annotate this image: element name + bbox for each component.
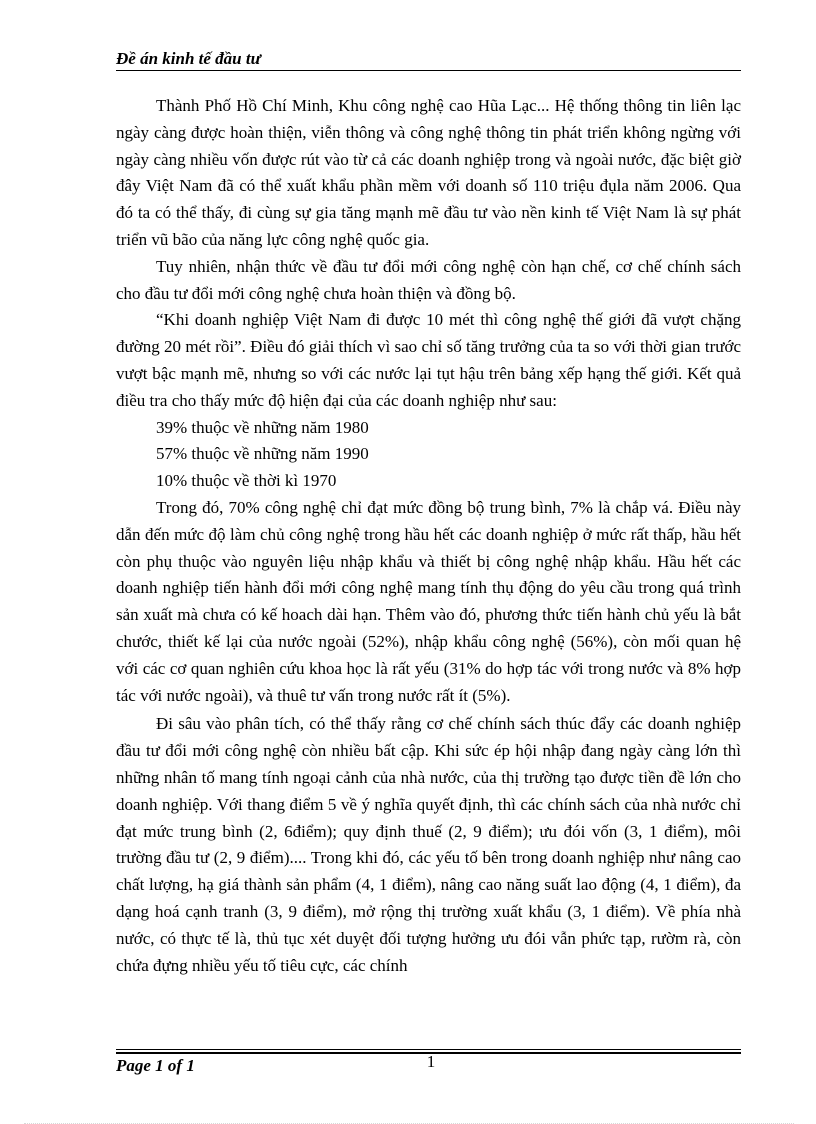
page-number: 1 xyxy=(426,1052,436,1071)
header-rule xyxy=(116,70,741,71)
paragraph-5: Đi sâu vào phân tích, có thể thấy rằng cơ chế chính sách thúc đẩy các doanh nghiệp đầu tư đổi mới công nghệ còn nhiều bất cập. Khi sức ép hội nhập đang ngày càng lớn thì những nhân tố mang tính ngoại cảnh của nhà nước, của thị trường tạo được tiền đề lớn cho doanh nghiệp. Với thang điểm 5 về ý nghĩa quyết định, thì các chính sách của nhà nước chỉ đạt mức trung bình (2, 6điểm); quy định thuế (2, 9 điểm); ưu đói vốn (3, 1 điểm), môi trường đầu tư (2, 9 điểm).... Trong khi đó, các yếu tố bên trong doanh nghiệp như nâng cao chất lượng, hạ giá thành sản phẩm (4, 1 điểm), nâng cao năng suất lao động (4, 1 điểm), đa dạng hoá cạnh tranh (3, 9 điểm), mở rộng thị trường xuất khẩu (3, 1 điểm). Về phía nhà nước, có thực tế là, thủ tục xét duyệt đối tượng hưởng ưu đói vẫn phức tạp, rườm rà, còn chứa đựng nhiều yếu tố tiêu cực, các chính xyxy=(116,714,741,975)
document-body xyxy=(116,93,741,979)
page-header-title: Đề án kinh tế đầu tư xyxy=(116,49,261,68)
footer-page-label: Page 1 of 1 xyxy=(116,1056,195,1075)
paragraph-4: Trong đó, 70% công nghệ chỉ đạt mức đồng bộ trung bình, 7% là chắp vá. Điều này dẫn đến mức độ làm chủ công nghệ trong hầu hết các doanh nghiệp ở mức rất thấp, hầu hết còn phụ thuộc vào nguyên liệu nhập khẩu và thiết bị công nghệ nhập khẩu. Hầu hết các doanh nghiệp tiến hành đổi mới công nghệ mang tính thụ động do yêu cầu trong quá trình sản xuất mà chưa có kế hoach dài hạn. Thêm vào đó, phương thức tiến hành chủ yếu là bắt chước, thiết kế lại của nước ngoài (52%), nhập khẩu công nghệ (56%), còn mối quan hệ với các cơ quan nghiên cứu khoa học là rất yếu (31% do hợp tác với trong nước và 8% hợp tác với nước ngoài), và thuê tư vấn trong nước rất ít (5%). xyxy=(116,497,741,705)
list-item-1970: 10% thuộc về thời kì 1970 xyxy=(156,471,337,491)
list-item-1990: 57% thuộc về những năm 1990 xyxy=(156,444,369,464)
paragraph-1: Thành Phố Hồ Chí Minh, Khu công nghệ cao Hũa Lạc... Hệ thống thông tin liên lạc ngày càng được hoàn thiện, viễn thông và công nghệ thông tin phát triển không ngừng với ngày càng nhiều vốn được rút vào từ cả các doanh nghiệp trong và ngoài nước, đặc biệt giờ đây Việt Nam đã có thể xuất khẩu phần mềm với doanh số 110 triệu đụla năm 2006. Qua đó ta có thể thấy, đi cùng sự gia tăng mạnh mẽ đầu tư vào nền kinh tế Việt Nam là sự phát triển vũ bão của năng lực công nghệ quốc gia. xyxy=(116,96,741,249)
paragraph-2: Tuy nhiên, nhận thức về đầu tư đổi mới công nghệ còn hạn chế, cơ chế chính sách cho đầu tư đổi mới công nghệ chưa hoàn thiện và đồng bộ. xyxy=(116,256,741,303)
paragraph-3: “Khi doanh nghiệp Việt Nam đi được 10 mét thì công nghệ thế giới đã vượt chặng đường 20 mét rồi”. Điều đó giải thích vì sao chỉ số tăng trưởng của ta so với thời gian trước vượt bậc mạnh mẽ, nhưng so với các nước lại tụt hậu trên bảng xếp hạng thế giới. Kết quả điều tra cho thấy mức độ hiện đại của các doanh nghiệp như sau: xyxy=(116,310,741,410)
footer-rule-thin xyxy=(116,1049,741,1050)
list-item-1980: 39% thuộc về những năm 1980 xyxy=(156,417,369,437)
